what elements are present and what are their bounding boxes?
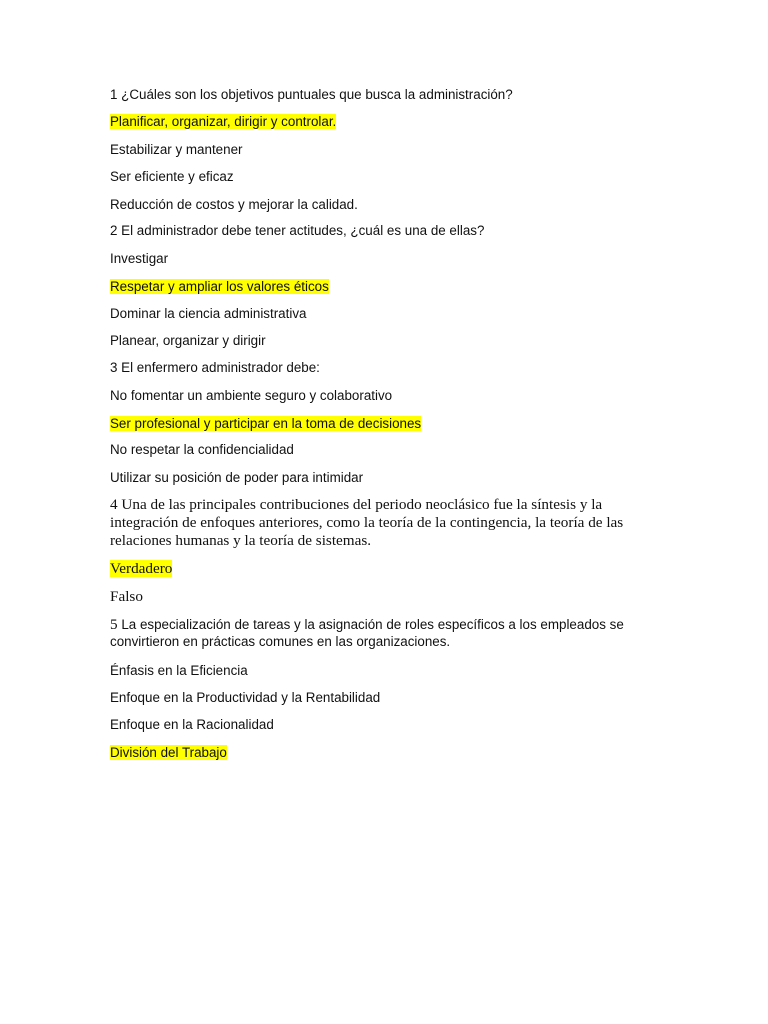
question-3-option-3: No respetar la confidencialidad: [110, 442, 294, 457]
question-2-option-4: Planear, organizar y dirigir: [110, 333, 266, 348]
question-2-option-2: [110, 278, 329, 295]
question-5-option-1: Énfasis en la Eficiencia: [110, 663, 248, 678]
question-5-text: La especialización de tareas y la asignación de roles específicos a los empleados se convirtieron en prácticas comunes en las organizaciones.: [110, 617, 624, 649]
question-4-option-1: [110, 560, 172, 578]
question-4-prompt: 4 Una de las principales contribuciones del periodo neoclásico fue la síntesis y la integración de enfoques anteriores, como la teoría de la contingencia, la teoría de las relaciones humanas y la teoría de sistemas.: [110, 496, 624, 550]
question-1-option-1: [110, 113, 336, 130]
highlighted-answer: Verdadero: [110, 560, 173, 577]
question-2-option-3: Dominar la ciencia administrativa: [110, 306, 307, 321]
question-5-option-4: [110, 744, 227, 761]
question-1-option-3: Ser eficiente y eficaz: [110, 169, 234, 184]
question-5-prompt: [110, 616, 650, 650]
question-4-option-2: Falso: [110, 588, 143, 605]
question-3-option-4: Utilizar su posición de poder para intimidar: [110, 470, 364, 485]
question-5-option-2: Enfoque en la Productividad y la Rentabilidad: [110, 690, 381, 705]
question-2-prompt: 2 El administrador debe tener actitudes, ¿cuál es una de ellas?: [110, 223, 485, 238]
highlighted-answer: Planificar, organizar, dirigir y controlar.: [110, 114, 337, 129]
question-3-option-2: [110, 415, 421, 432]
highlighted-answer: Respetar y ampliar los valores éticos: [110, 279, 329, 294]
question-1-option-2: Estabilizar y mantener: [110, 142, 243, 157]
question-1-prompt: 1 ¿Cuáles son los objetivos puntuales que busca la administración?: [110, 87, 513, 102]
highlighted-answer: Ser profesional y participar en la toma de decisiones: [110, 416, 422, 431]
highlighted-answer: División del Trabajo: [110, 745, 227, 760]
question-3-option-1: No fomentar un ambiente seguro y colaborativo: [110, 388, 393, 403]
question-5-option-3: Enfoque en la Racionalidad: [110, 717, 274, 732]
question-3-prompt: 3 El enfermero administrador debe:: [110, 360, 320, 375]
question-2-option-1: Investigar: [110, 251, 169, 266]
question-5-number: 5: [110, 616, 118, 633]
question-1-option-4: Reducción de costos y mejorar la calidad.: [110, 197, 358, 212]
